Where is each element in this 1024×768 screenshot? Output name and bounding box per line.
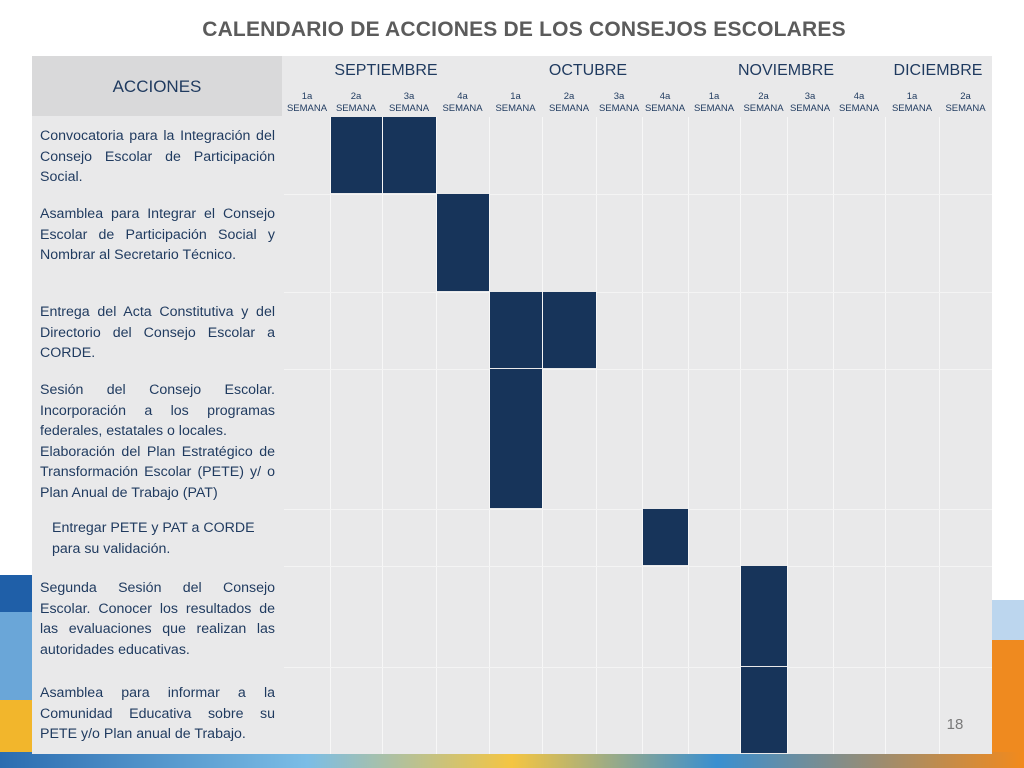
schedule-block [741,566,787,666]
grid-column-line [330,117,331,754]
grid-row-line [284,194,992,195]
schedule-block [437,194,489,291]
week-label: SEMANA [644,103,686,114]
week-number: 3a [804,91,816,102]
grid-row-line [284,369,992,370]
grid-row-line [284,292,992,293]
month-header-diciembre: DICIEMBRE [893,62,983,79]
grid-column-line [688,117,689,754]
week-number: 2a [563,91,575,102]
week-number: 1a [906,91,918,102]
week-header [639,91,691,115]
week-header [383,91,435,115]
grid-column-line [885,117,886,754]
action-asamblea-integrar: Asamblea para Integrar el Consejo Escolar de Participación Social y Nombrar al Secretario Técnico. [40,206,275,263]
week-number: 1a [510,91,521,102]
schedule-block [543,292,596,368]
week-number: 4a [853,91,865,102]
week-number: 3a [403,91,415,102]
grid-column-line [382,117,383,754]
grid-column-line [542,117,543,754]
week-number: 4a [659,91,671,102]
schedule-block [490,292,542,368]
action-asamblea-informar: Asamblea para informar a la Comunidad Educativa sobre su PETE y/o Plan anual de Trabajo. [40,685,275,742]
week-header [281,91,333,115]
week-label: SEMANA [838,103,880,114]
week-label: SEMANA [335,103,377,114]
grid-column-line [596,117,597,754]
week-header [833,91,885,115]
week-header [688,91,740,115]
week-label: SEMANA [286,103,328,114]
week-label: SEMANA [743,103,784,114]
week-label: SEMANA [945,103,986,114]
grid-column-line [642,117,643,754]
month-header-noviembre: NOVIEMBRE [737,62,834,79]
grid-column-line [939,117,940,754]
week-header [940,91,992,115]
action-entrega-acta: Entrega del Acta Constitutiva y del Directorio del Consejo Escolar a CORDE. [40,304,275,361]
schedule-block [741,667,787,753]
acciones-header: ACCIONES [32,56,282,116]
week-number: 4a [457,91,468,102]
grid-row-line [284,667,992,668]
grid-row-line [284,566,992,567]
schedule-block [383,117,436,193]
action-segunda-sesion: Segunda Sesión del Consejo Escolar. Conocer los resultados de las evaluaciones que realizan las autoridades educativas. [40,580,275,658]
week-header [593,91,645,115]
schedule-block [490,369,542,508]
schedule-block [331,117,382,193]
week-label: SEMANA [442,103,483,114]
week-label: SEMANA [693,103,735,114]
week-label: SEMANA [891,103,933,114]
week-header [886,91,938,115]
week-header [490,91,542,115]
week-number: 1a [301,91,313,102]
week-label: SEMANA [495,103,536,114]
week-number: 2a [350,91,362,102]
page-title: CALENDARIO DE ACCIONES DE LOS CONSEJOS ESCOLARES [202,18,846,41]
week-header [330,91,382,115]
week-header [738,91,790,115]
action-sesion-consejo: Sesión del Consejo Escolar. Incorporación a los programas federales, estatales o locales. Elaboración del Plan Estratégico de Transformación Escolar (PETE) y/ o Plan Anual de Trabajo (PAT) [40,382,275,501]
week-label: SEMANA [789,103,831,114]
week-number: 2a [758,91,769,102]
week-label: SEMANA [548,103,590,114]
schedule-block [643,509,688,565]
week-label: SEMANA [388,103,430,114]
week-number: 3a [613,91,625,102]
month-header-septiembre: SEPTIEMBRE [334,62,438,79]
page-number: 18 [946,716,964,733]
week-number: 1a [708,91,720,102]
action-convocatoria: Convocatoria para la Integración del Consejo Escolar de Participación Social. [40,128,275,185]
week-header [784,91,836,115]
week-header [543,91,595,115]
grid-column-line [833,117,834,754]
action-entregar-pete-pat: Entregar PETE y PAT a CORDE para su validación. [52,520,255,557]
week-label: SEMANA [598,103,640,114]
decor-shape-right-blue [990,600,1024,640]
week-number: 2a [960,91,971,102]
week-header [437,91,489,115]
month-header-octubre: OCTUBRE [548,62,628,79]
decor-bottom-band [0,752,1024,768]
grid-row-line [284,509,992,510]
grid-column-line [787,117,788,754]
